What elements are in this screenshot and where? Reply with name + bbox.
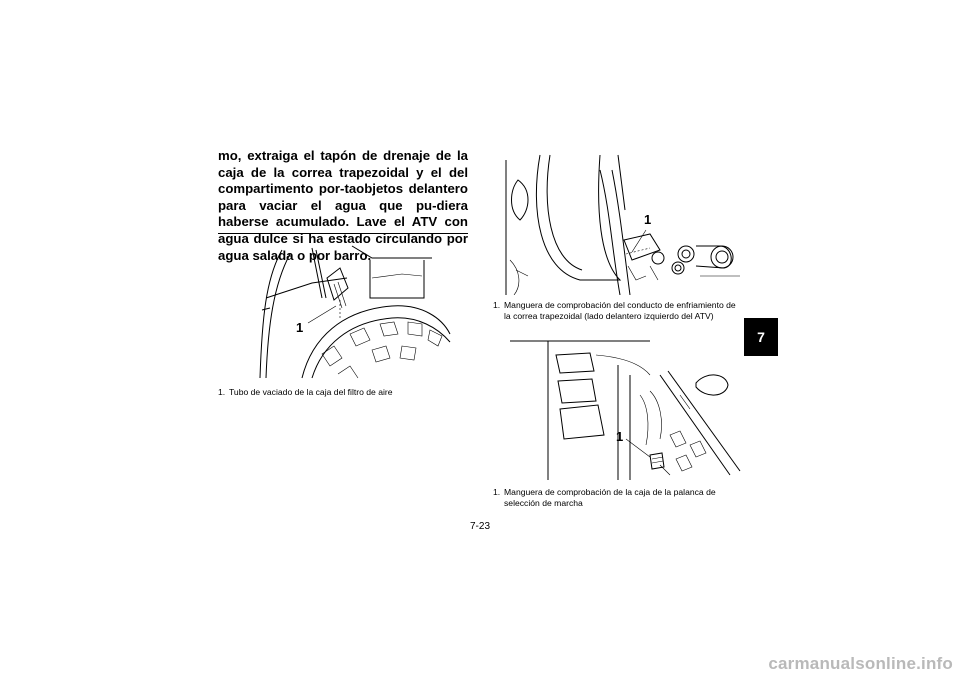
- figure-caption: [493, 300, 743, 322]
- figure-caption: [493, 487, 743, 509]
- figure-caption: [218, 387, 468, 398]
- intro-paragraph: mo, extraiga el tapón de drenaje de la caja de la correa trapezoidal y el del compartimento por-taobjetos delantero para vaciar el agua que pu-diera haberse acumulado. Lave el ATV con agua dulce si ha estado circulando por agua salada o por barro.: [218, 148, 468, 263]
- callout-number: 1: [296, 320, 304, 335]
- figure-belt-duct-hose: [500, 150, 745, 295]
- figure-air-filter-drain: [252, 238, 452, 383]
- caption-text: Tubo de vaciado de la caja del filtro de aire: [229, 387, 393, 397]
- figure-shift-lever-hose: [500, 335, 745, 480]
- caption-text: Manguera de comprobación de la caja de la palanca de selección de marcha: [504, 487, 716, 508]
- caption-number: 1.: [493, 300, 501, 310]
- watermark: carmanualsonline.info: [768, 654, 953, 673]
- section-divider: [218, 233, 468, 234]
- page-number: 7-23: [469, 521, 490, 532]
- caption-text: Manguera de comprobación del conducto de enfriamiento de la correa trapezoidal (lado delantero izquierdo del ATV): [504, 300, 736, 321]
- caption-number: 1.: [493, 487, 501, 497]
- callout-number: 1: [644, 212, 652, 227]
- caption-number: 1.: [218, 387, 226, 397]
- chapter-tab: 7: [744, 318, 778, 356]
- callout-number: 1: [616, 429, 624, 444]
